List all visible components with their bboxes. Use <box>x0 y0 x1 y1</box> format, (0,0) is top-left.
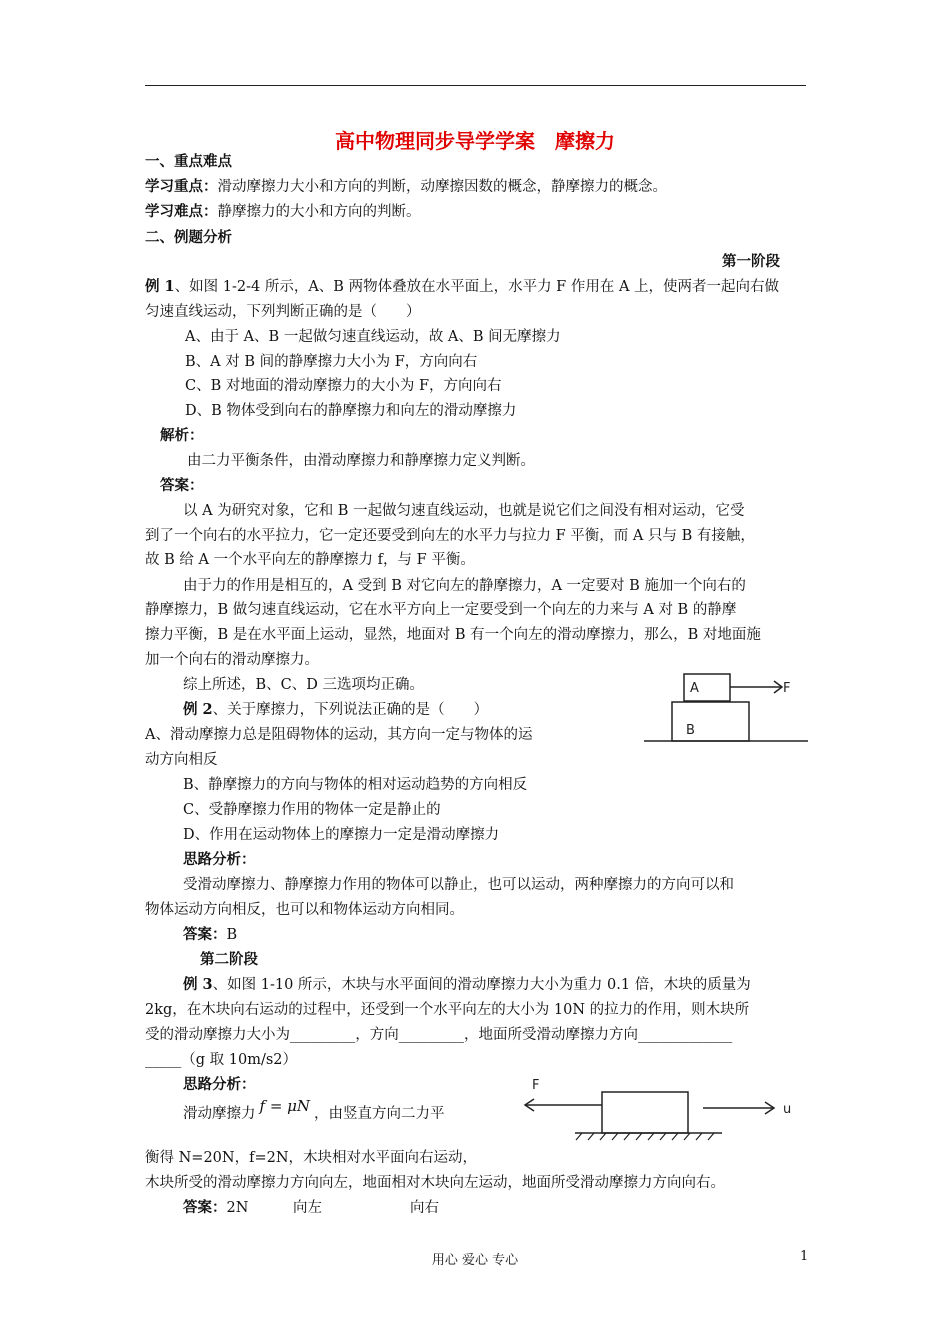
example1-analysis-label: 解析： <box>160 427 204 444</box>
force-label: F <box>783 681 791 696</box>
example2-idea-line2: 物体运动方向相反，也可以和物体运动方向相同。 <box>145 902 464 918</box>
fig2-force-label: F <box>532 1078 540 1093</box>
example2-answer-label: 答案： <box>183 926 227 943</box>
example3-idea-line2: 衡得 N=20N，f=2N，木块相对水平面向右运动， <box>145 1150 478 1166</box>
example1-answer-p2-line3: 擦力平衡，B 是在水平面上运动，显然，地面对 B 有一个向左的滑动摩擦力，那么，B 对地面施 <box>145 627 761 643</box>
focus-text: 滑动摩擦力大小和方向的判断，动摩擦因数的概念，静摩擦力的概念。 <box>217 179 667 195</box>
example3-text: 、如图 1-10 所示，木块与水平面间的滑动摩擦力大小为重力 0.1 倍，木块的质量为 <box>212 977 751 993</box>
fig2-block <box>602 1092 688 1133</box>
difficulty-line <box>145 202 421 222</box>
stage-one-heading: 第一阶段 <box>722 253 780 270</box>
example3-answer-2: 向左 <box>293 1200 322 1216</box>
fig2-velocity-label: u <box>783 1102 792 1117</box>
example3-idea-post: ，由竖直方向二力平 <box>314 1106 445 1122</box>
example1-summary: 综上所述，B、C、D 三选项均正确。 <box>183 677 424 693</box>
block-b-label: B <box>686 723 695 738</box>
example1-answer-p1-line2: 到了一个向右的水平拉力，它一定还要受到向左的水平力与拉力 F 平衡，而 A 只与 B 有接触， <box>145 528 755 544</box>
example3-idea-line3: 木块所受的滑动摩擦力方向向左，地面相对木块向左运动，地面所受滑动摩擦力方向向右。 <box>145 1175 725 1191</box>
example1-answer-p1-line1: 以 A 为研究对象，它和 B 一起做匀速直线运动，也就是说它们之间没有相对运动，它受 <box>183 503 745 519</box>
example3-answer <box>183 1198 248 1218</box>
page-title: 高中物理同步导学学案 摩擦力 <box>335 129 615 153</box>
example3-line4: _____（g 取 10m/s2） <box>145 1052 298 1068</box>
example1-text: 、如图 1-2-4 所示，A、B 两物体叠放在水平面上，水平力 F 作用在 A 上，使两者一起向右做 <box>174 279 780 295</box>
example3-answer-label: 答案： <box>183 1199 227 1216</box>
friction-formula: f = μN <box>259 1097 311 1115</box>
page-number: 1 <box>800 1249 809 1264</box>
example2-option-c: C、受静摩擦力作用的物体一定是静止的 <box>183 802 441 818</box>
example2-answer <box>183 925 237 945</box>
example1-option-c: C、B 对地面的滑动摩擦力的大小为 F，方向向右 <box>185 378 502 394</box>
example1-analysis-text: 由二力平衡条件，由滑动摩擦力和静摩擦力定义判断。 <box>187 453 535 469</box>
example3-line1 <box>183 975 751 995</box>
difficulty-label: 学习难点： <box>145 203 218 220</box>
focus-label: 学习重点： <box>145 178 218 195</box>
figure-sliding-block <box>520 1075 810 1145</box>
example2-idea-label: 思路分析： <box>183 851 256 868</box>
example3-answer-3: 向右 <box>410 1200 439 1216</box>
example2-line <box>183 700 488 720</box>
example2-option-a-line1: A、滑动摩擦力总是阻碍物体的运动，其方向一定与物体的运 <box>145 727 533 743</box>
example1-answer-p2-line2: 静摩擦力，B 做匀速直线运动，它在水平方向上一定要受到一个向左的力来与 A 对 B 的静摩 <box>145 602 737 618</box>
header-rule <box>145 85 806 86</box>
example3-label: 例 3 <box>183 976 213 993</box>
example2-option-d: D、作用在运动物体上的摩擦力一定是滑动摩擦力 <box>183 827 500 843</box>
page-footer: 用心 爱心 专心 <box>431 1253 519 1268</box>
example1-label: 例 1 <box>145 278 175 295</box>
example1-line1 <box>145 277 779 297</box>
example1-answer-p2-line4: 加一个向右的滑动摩擦力。 <box>145 652 319 668</box>
fig2-ground-hatching <box>576 1133 714 1140</box>
example3-idea-line1 <box>183 1097 445 1124</box>
example3-line3: 受的滑动摩擦力大小为_________，方向_________，地面所受滑动摩擦力方向_____________ <box>145 1027 733 1043</box>
example1-answer-p1-line3: 故 B 给 A 一个水平向左的静摩擦力 f，与 F 平衡。 <box>145 552 475 568</box>
example1-answer-label: 答案： <box>160 477 204 494</box>
example2-option-b: B、静摩擦力的方向与物体的相对运动趋势的方向相反 <box>183 777 528 793</box>
example1-option-d: D、B 物体受到向右的静摩擦力和向左的滑动摩擦力 <box>185 403 517 419</box>
section-heading-key-points: 一、重点难点 <box>145 153 232 170</box>
example3-answer-1: 2N <box>226 1200 249 1216</box>
example1-line2: 匀速直线运动，下列判断正确的是（ ） <box>145 304 421 320</box>
example2-idea-line1: 受滑动摩擦力、静摩擦力作用的物体可以静止，也可以运动，两种摩擦力的方向可以和 <box>183 877 734 893</box>
difficulty-text: 静摩擦力的大小和方向的判断。 <box>217 204 421 220</box>
figure-stacked-blocks <box>640 668 810 748</box>
example1-answer-p2-line1: 由于力的作用是相互的，A 受到 B 对它向左的静摩擦力，A 一定要对 B 施加一个向右的 <box>183 578 746 594</box>
example2-option-a-line2: 动方向相反 <box>145 752 218 768</box>
section-heading-examples: 二、例题分析 <box>145 229 232 246</box>
example1-option-b: B、A 对 B 间的静摩擦力大小为 F，方向向右 <box>185 354 478 370</box>
example3-idea-pre: 滑动摩擦力 <box>183 1106 256 1122</box>
stage-two-heading: 第二阶段 <box>200 951 258 968</box>
example1-option-a: A、由于 A、B 一起做匀速直线运动，故 A、B 间无摩擦力 <box>185 329 561 345</box>
example3-idea-label: 思路分析： <box>183 1076 256 1093</box>
block-b <box>672 702 749 741</box>
example3-line2: 2kg，在木块向右运动的过程中，还受到一个水平向左的大小为 10N 的拉力的作用，则木块所 <box>145 1002 750 1018</box>
example2-label: 例 2 <box>183 701 213 718</box>
example2-text: 、关于摩擦力，下列说法正确的是（ ） <box>212 702 489 718</box>
focus-line <box>145 177 667 197</box>
example2-answer-value: B <box>226 927 238 943</box>
block-a-label: A <box>690 681 699 696</box>
